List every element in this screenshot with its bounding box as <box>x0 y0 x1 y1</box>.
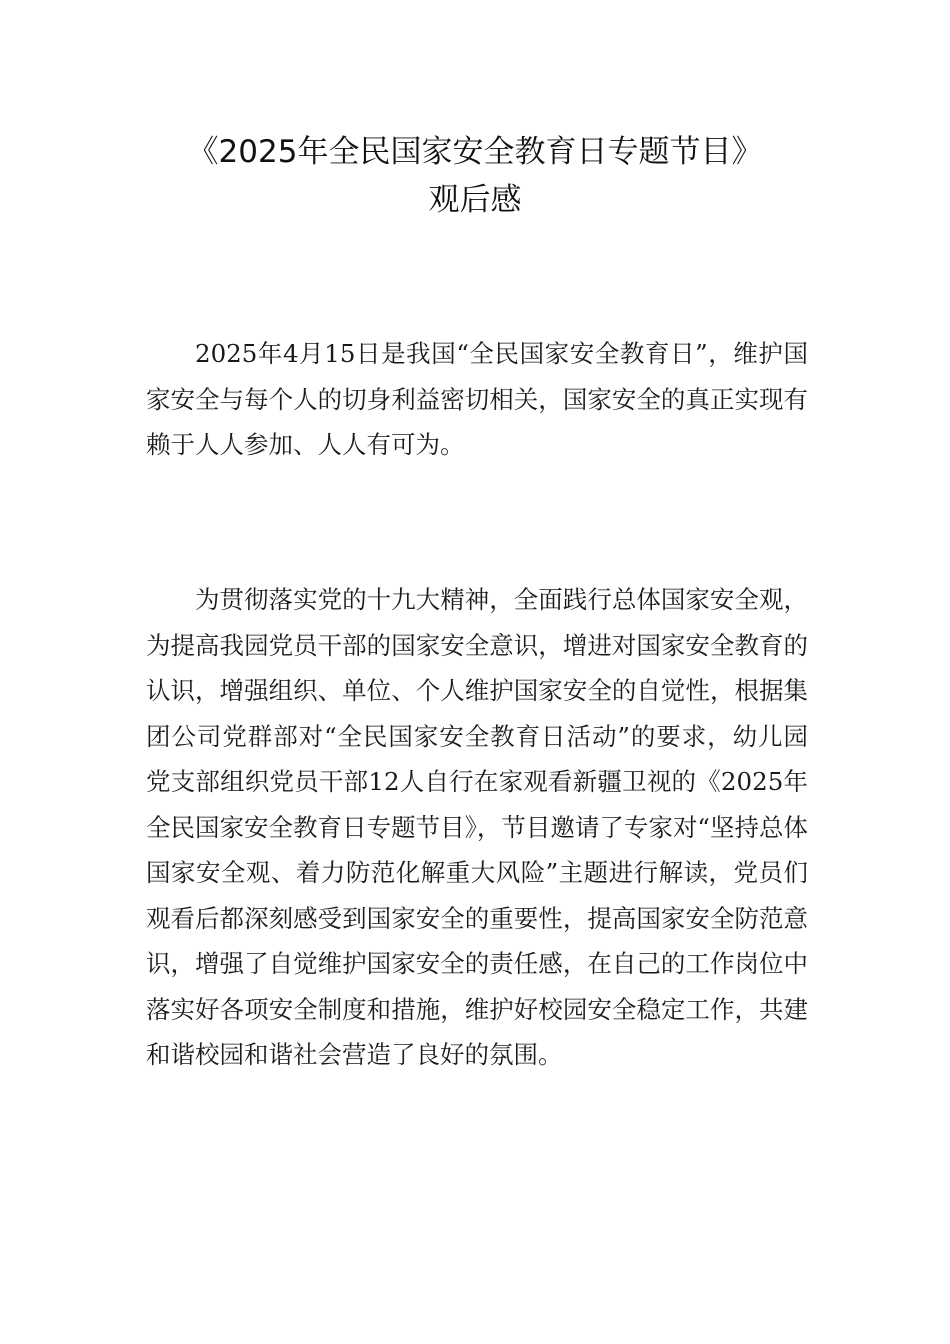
paragraph-body: 为贯彻落实党的十九大精神，全面践行总体国家安全观，为提高我园党员干部的国家安全意识，增进对国家安全教育的认识，增强组织、单位、个人维护国家安全的自觉性，根据集团公司党群部对“全民国家安全教育日活动”的要求，幼儿园党支部组织党员干部12人自行在家观看新疆卫视的《2025年全民国家安全教育日专题节目》，节目邀请了专家对“坚持总体国家安全观、着力防范化解重大风险”主题进行解读，党员们观看后都深刻感受到国家安全的重要性，提高国家安全防范意识，增强了自觉维护国家安全的责任感，在自己的工作岗位中落实好各项安全制度和措施，维护好校园安全稳定工作，共建和谐校园和谐社会营造了良好的氛围。 <box>146 585 808 1069</box>
document-subtitle: 观后感 <box>428 182 522 218</box>
document-title: 《2025年全民国家安全教育日专题节目》 <box>187 134 763 170</box>
paragraph-intro: 2025年4月15日是我国“全民国家安全教育日”，维护国家安全与每个人的切身利益密切相关，国家安全的真正实现有赖于人人参加、人人有可为。 <box>146 339 808 459</box>
